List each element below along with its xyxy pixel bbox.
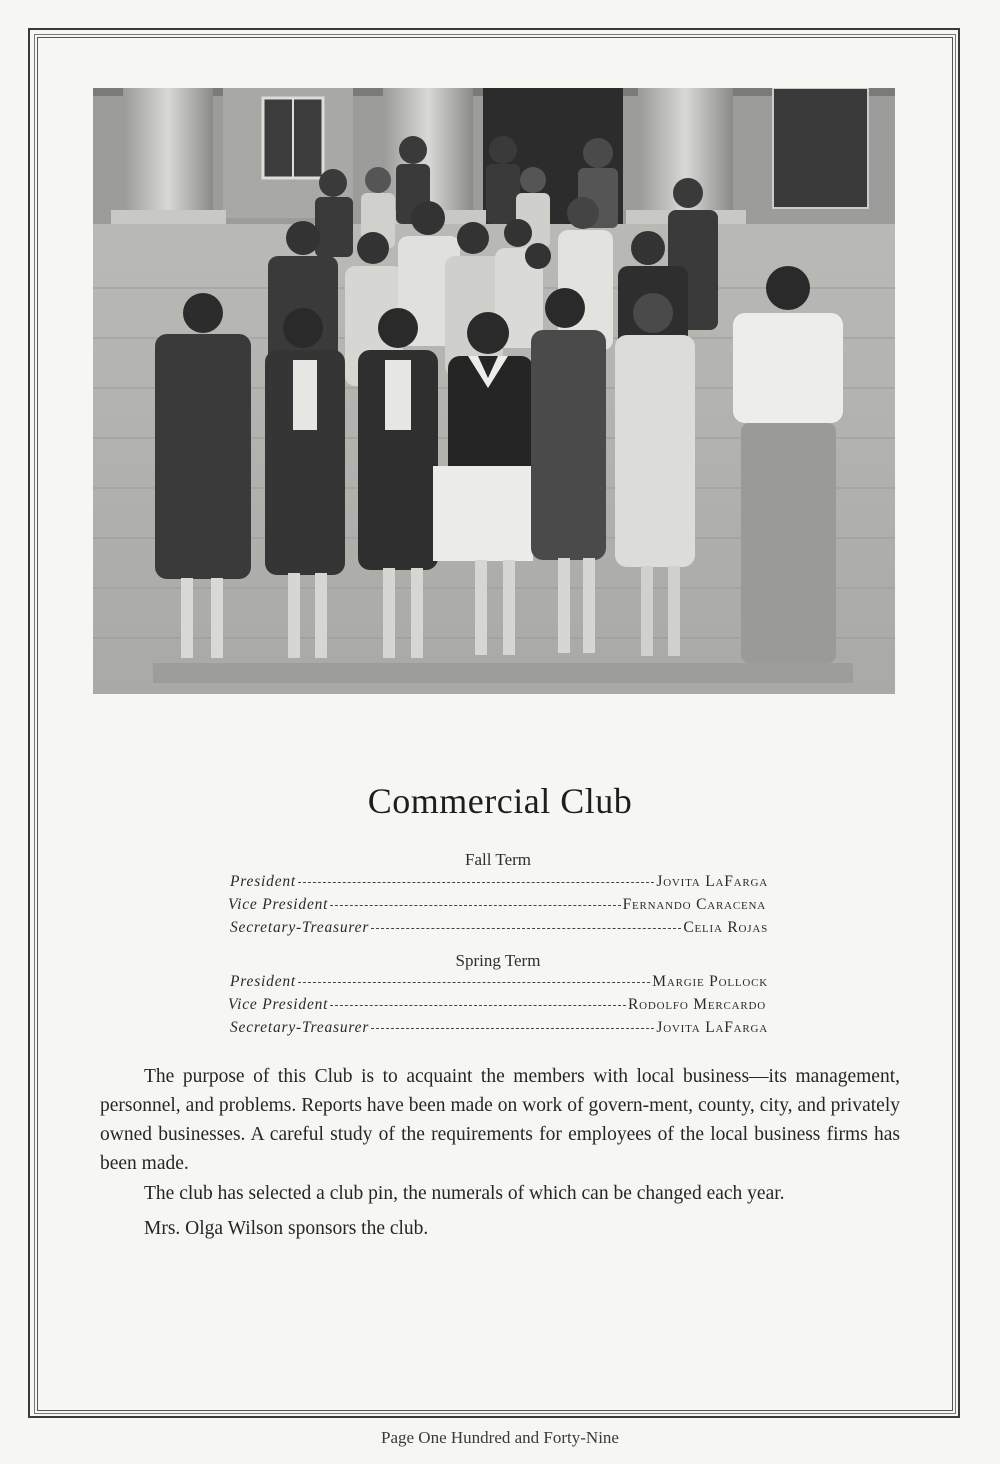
fall-term-heading: Fall Term [464,850,532,869]
fall-officer-row [230,919,768,941]
officer-name: Fernando Caracena [622,896,766,913]
officer-role: Vice President [228,896,329,913]
fall-officer-row [230,873,768,895]
body-paragraph: The club has selected a club pin, the numerals of which can be changed each year. [144,1183,785,1204]
spring-officer-row [230,1019,768,1041]
officer-name: Celia Rojas [683,919,768,936]
officer-role: Secretary-Treasurer [230,1019,370,1036]
fall-officer-row [228,896,766,918]
spring-officer-row [228,996,766,1018]
body-paragraph: Mrs. Olga Wilson sponsors the club. [144,1218,429,1239]
officer-name: Jovita LaFarga [656,873,768,890]
officer-role: President [230,973,297,990]
group-photo [93,88,895,694]
dotted-leader [298,982,650,983]
dotted-leader [371,1028,654,1029]
body-paragraph: The purpose of this Club is to acquaint the members with local business—its management, personnel, and problems. Reports have been made on work of govern-ment, county, city, and privately owned businesses. A careful study of the requirements for employees of the local business firms has been made. [100,1066,900,1174]
officer-role: President [230,873,297,890]
group-photo-illustration [93,88,895,694]
officer-role: Vice President [228,996,329,1013]
dotted-leader [330,1005,626,1006]
page-number-footer: Page One Hundred and Forty-Nine [381,1428,619,1447]
officer-name: Margie Pollock [652,973,768,990]
spring-officer-row [230,973,768,995]
dotted-leader [371,928,681,929]
officer-role: Secretary-Treasurer [230,919,370,936]
dotted-leader [298,882,654,883]
officer-name: Rodolfo Mercardo [628,996,766,1013]
dotted-leader [330,905,620,906]
officer-name: Jovita LaFarga [656,1019,768,1036]
spring-term-heading: Spring Term [455,951,541,970]
page-title: Commercial Club [367,781,633,821]
